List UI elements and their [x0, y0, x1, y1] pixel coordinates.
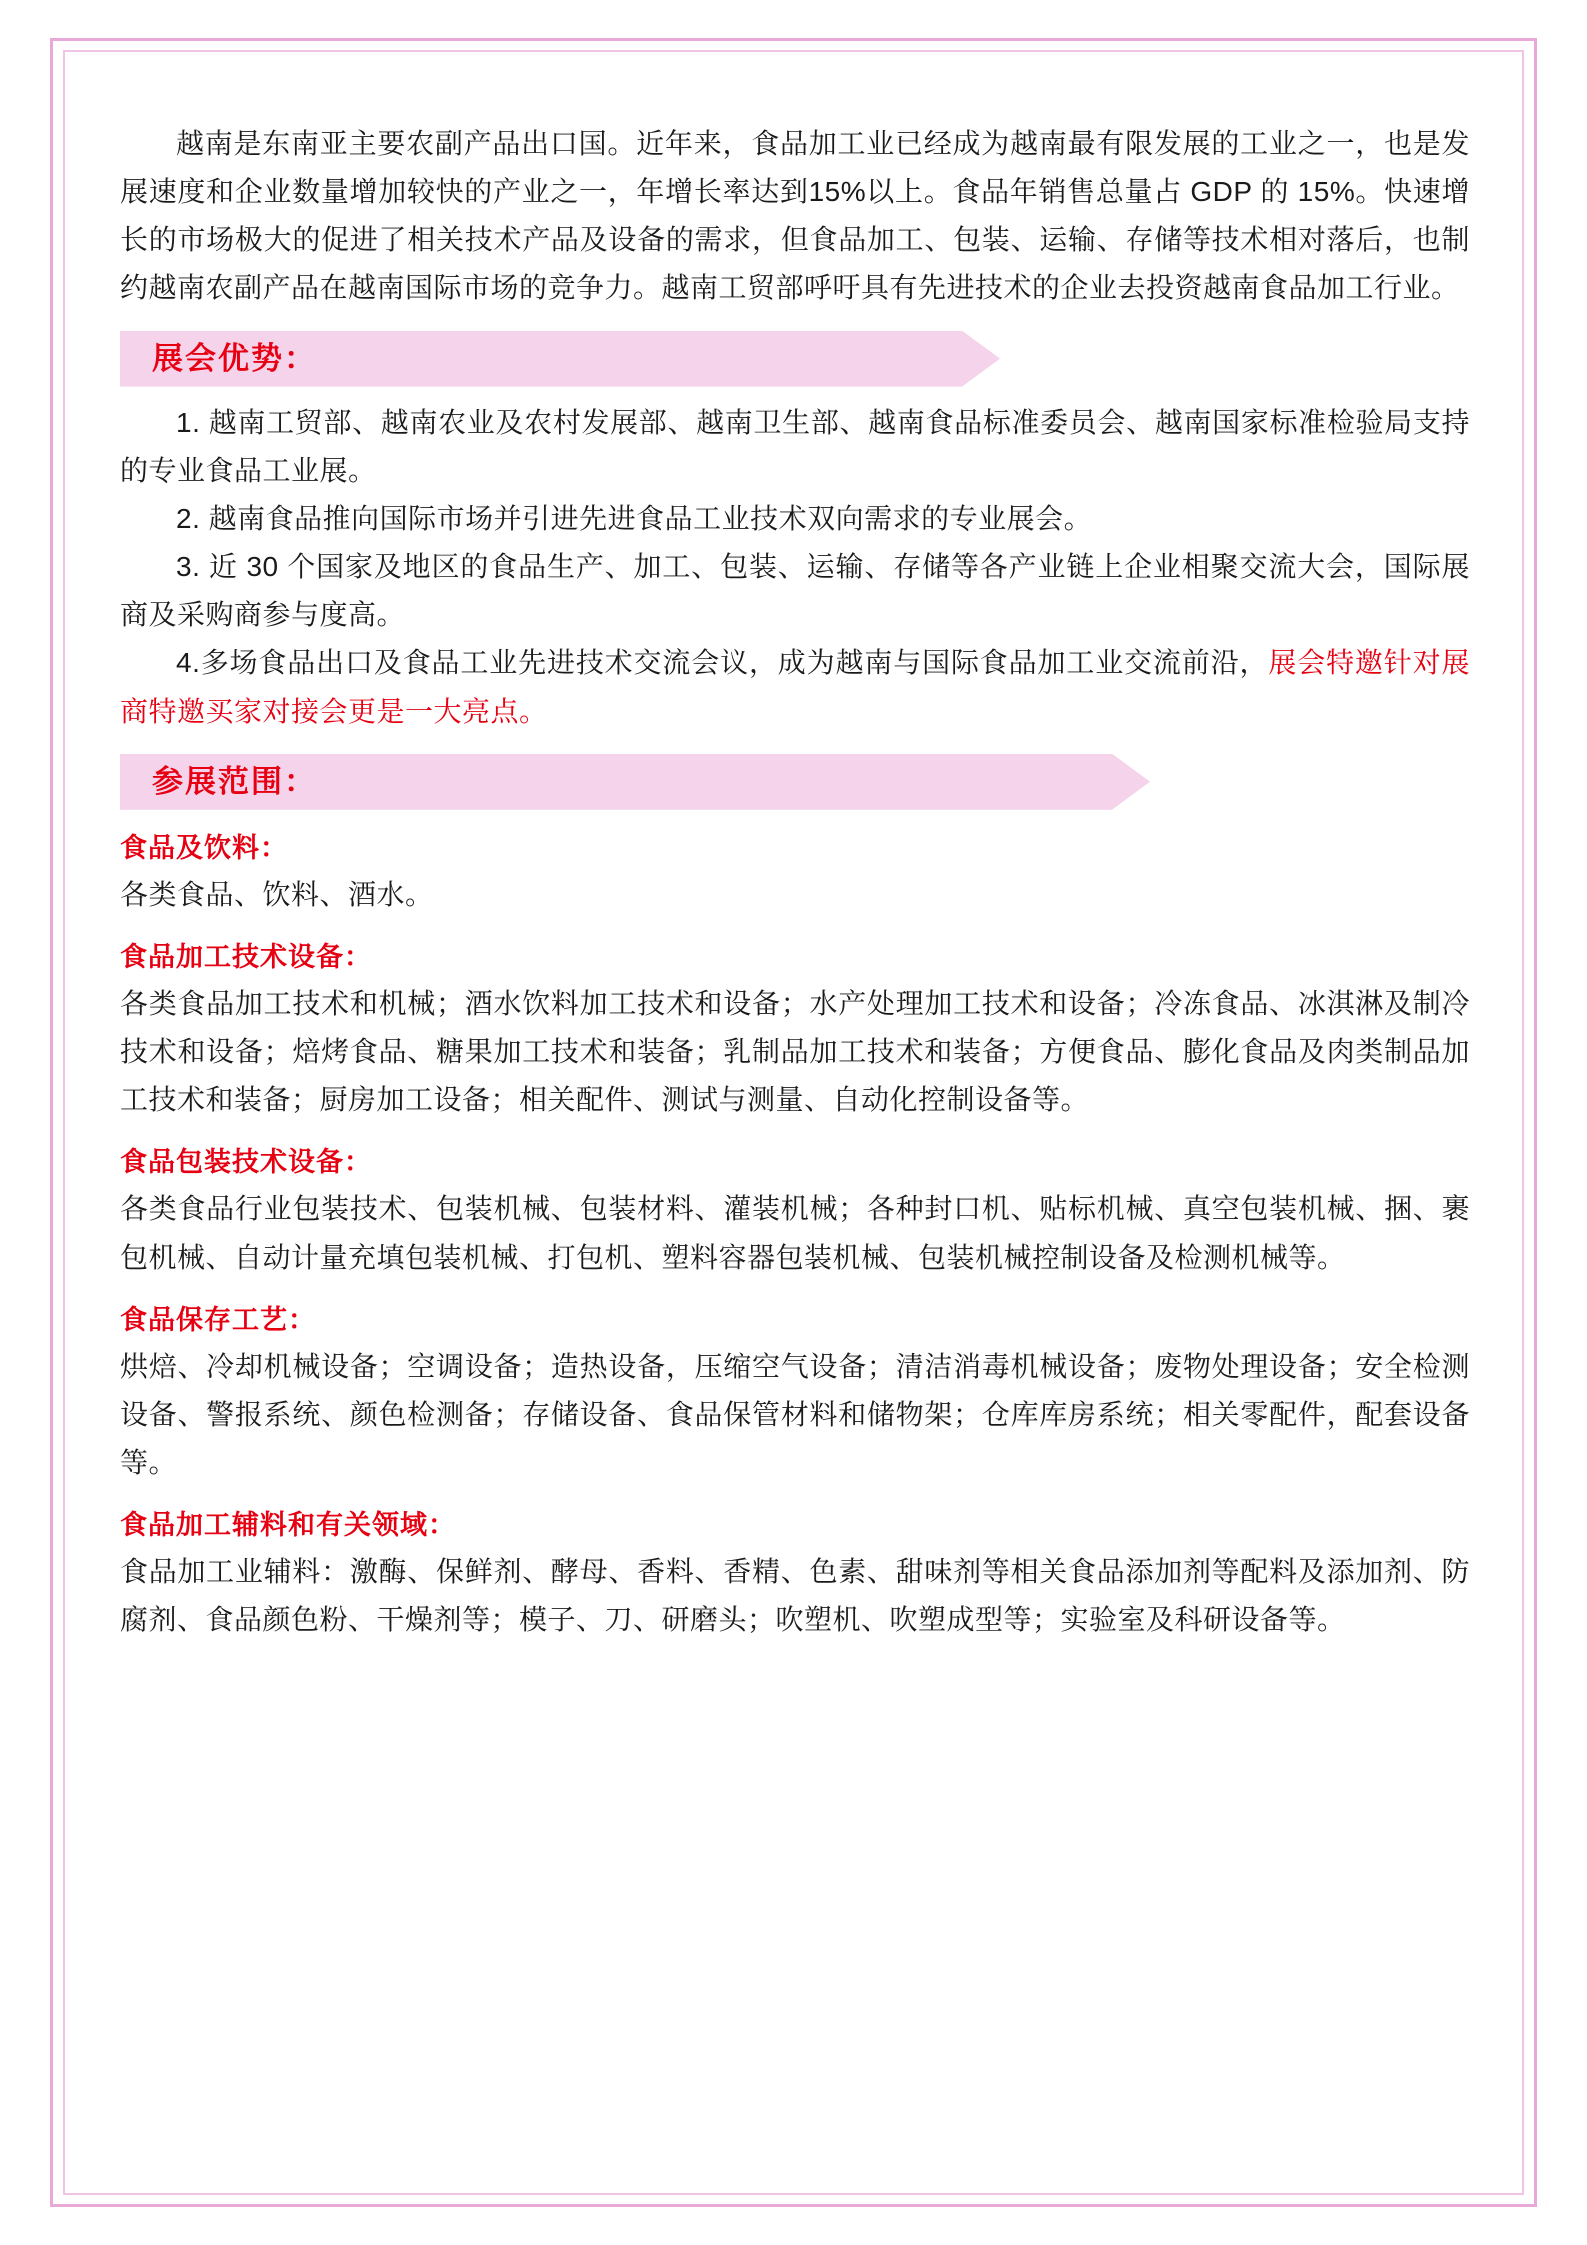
- advantage-item-3: 3. 近 30 个国家及地区的食品生产、加工、包装、运输、存储等各产业链上企业相聚交流大会，国际展商及采购商参与度高。: [120, 551, 1470, 631]
- document-content: [120, 120, 1470, 1648]
- scope-section-body-5: 食品加工业辅料：激酶、保鲜剂、酵母、香料、香精、色素、甜味剂等相关食品添加剂等配料及添加剂、防腐剂、食品颜色粉、干燥剂等；模子、刀、研磨头；吹塑机、吹塑成型等；实验室及科研设备等。: [120, 1556, 1470, 1636]
- scope-section-body-1: 各类食品、饮料、酒水。: [120, 878, 434, 910]
- scope-heading: 参展范围：: [152, 763, 317, 799]
- advantages-banner: [120, 331, 1470, 387]
- advantage-item-4-highlight: 展会特邀针对展商特邀买家对接会更是一大亮点。: [120, 647, 1470, 727]
- advantage-item-4: [120, 639, 1470, 735]
- advantage-item-1: 1. 越南工贸部、越南农业及农村发展部、越南卫生部、越南食品标准委员会、越南国家标准检验局支持的专业食品工业展。: [120, 406, 1470, 486]
- intro-paragraph: 越南是东南亚主要农副产品出口国。近年来，食品加工业已经成为越南最有限发展的工业之一，也是发展速度和企业数量增加较快的产业之一，年增长率达到15%以上。食品年销售总量占 GDP 的 15%。快速增长的市场极大的促进了相关技术产品及设备的需求，但食品加工、包装、运输、存储等技术相对落后，也制约越南农副产品在越南国际市场的竞争力。越南工贸部呼吁具有先进技术的企业去投资越南食品加工行业。: [120, 128, 1470, 304]
- scope-section-title-5: 食品加工辅料和有关领域：: [120, 1510, 456, 1541]
- scope-section-title-3: 食品包装技术设备：: [120, 1147, 372, 1178]
- advantage-item-4-text: 4.多场食品出口及食品工业先进技术交流会议，成为越南与国际食品加工业交流前沿，: [176, 647, 1269, 679]
- scope-section-body-4: 烘焙、冷却机械设备；空调设备；造热设备，压缩空气设备；清洁消毒机械设备；废物处理设备；安全检测设备、警报系统、颜色检测备；存储设备、食品保管材料和储物架；仓库库房系统；相关零配件，配套设备等。: [120, 1350, 1470, 1478]
- scope-section-body-3: 各类食品行业包装技术、包装机械、包装材料、灌装机械；各种封口机、贴标机械、真空包装机械、捆、裹包机械、自动计量充填包装机械、打包机、塑料容器包装机械、包装机械控制设备及检测机械等。: [120, 1193, 1470, 1273]
- scope-section-title-1: 食品及饮料：: [120, 832, 288, 863]
- advantage-item-2: 2. 越南食品推向国际市场并引进先进食品工业技术双向需求的专业展会。: [176, 502, 1093, 534]
- scope-banner: [120, 754, 1470, 810]
- scope-section-title-2: 食品加工技术设备：: [120, 941, 372, 972]
- scope-section-body-2: 各类食品加工技术和机械；酒水饮料加工技术和设备；水产处理加工技术和设备；冷冻食品、冰淇淋及制冷技术和设备；焙烤食品、糖果加工技术和装备；乳制品加工技术和装备；方便食品、膨化食品及肉类制品加工技术和装备；厨房加工设备；相关配件、测试与测量、自动化控制设备等。: [120, 987, 1470, 1116]
- scope-section-title-4: 食品保存工艺：: [120, 1304, 316, 1335]
- advantages-heading: 展会优势：: [152, 340, 317, 376]
